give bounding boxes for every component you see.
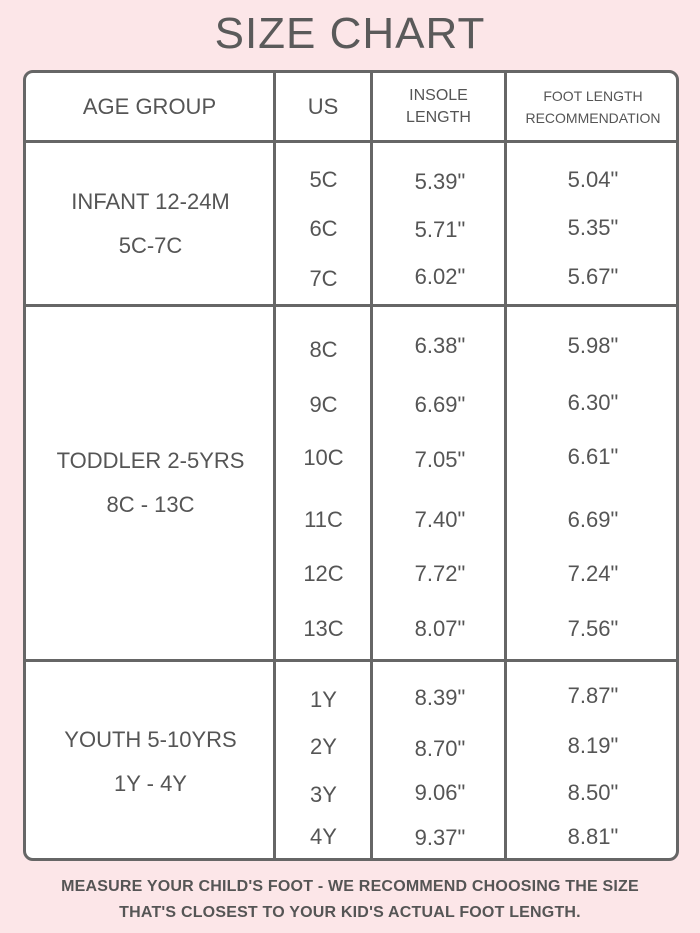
age-group-range: 1Y - 4Y (114, 770, 187, 796)
header-insole-line1: INSOLE (409, 86, 468, 104)
age-group-youth (26, 662, 275, 861)
us-size-cell: 6C (309, 216, 338, 241)
insole-length-cell: 8.39" (414, 685, 466, 710)
us-size-cell: 11C (304, 507, 343, 532)
foot-length-cell: 5.04" (567, 167, 619, 192)
header-insole-line2: LENGTH (406, 108, 471, 126)
us-size-cell: 12C (303, 561, 344, 586)
age-group-name: YOUTH 5-10YRS (64, 726, 237, 752)
insole-length-cell: 7.05" (414, 447, 466, 472)
foot-length-cell: 8.81" (567, 824, 619, 849)
us-size-cell: 4Y (310, 824, 337, 849)
us-size-cell: 7C (309, 266, 338, 291)
foot-length-cell: 6.30" (567, 390, 619, 415)
insole-length-cell: 6.02" (414, 264, 466, 289)
insole-length-cell: 6.38" (414, 333, 466, 358)
insole-length-cell: 8.70" (414, 736, 466, 761)
age-group-name: TODDLER 2-5YRS (56, 448, 245, 473)
insole-length-cell: 7.72" (414, 561, 466, 586)
foot-length-cell: 6.69" (567, 507, 619, 532)
header-foot-length (507, 73, 679, 140)
us-size-cell: 2Y (310, 734, 337, 759)
us-size-cell: 1Y (310, 687, 337, 712)
insole-length-cell: 6.69" (414, 392, 466, 417)
foot-length-cell: 8.50" (567, 780, 619, 805)
age-group-toddler (26, 307, 275, 659)
foot-length-cell: 5.67" (567, 264, 619, 289)
footer-line-1: MEASURE YOUR CHILD'S FOOT - WE RECOMMEND CHOOSING THE SIZE (61, 878, 639, 895)
age-group-name: INFANT 12-24M (71, 188, 230, 214)
age-group-infant (26, 143, 275, 304)
header-us: US (307, 93, 339, 119)
us-size-cell: 8C (309, 337, 338, 362)
insole-length-cell: 5.39" (414, 169, 466, 194)
foot-length-cell: 7.56" (567, 616, 619, 641)
foot-length-cell: 8.19" (567, 733, 619, 758)
header-insole-length (373, 73, 504, 140)
page-title: SIZE CHART (214, 9, 486, 58)
foot-length-cell: 5.35" (567, 215, 619, 240)
insole-length-cell: 5.71" (414, 217, 466, 242)
us-size-cell: 13C (303, 616, 344, 641)
age-group-range: 8C - 13C (106, 492, 195, 517)
size-chart-table (23, 70, 679, 861)
us-size-cell: 3Y (310, 782, 337, 807)
foot-length-cell: 6.61" (567, 444, 619, 469)
foot-length-cell: 7.87" (567, 683, 619, 708)
header-foot-line1: FOOT LENGTH (543, 87, 643, 104)
insole-length-cell: 9.37" (414, 825, 466, 850)
insole-length-cell: 7.40" (414, 507, 466, 532)
foot-length-cell: 5.98" (567, 333, 619, 358)
header-age-group: AGE GROUP (82, 93, 217, 119)
header-foot-line2: RECOMMENDATION (525, 109, 661, 126)
us-size-cell: 5C (309, 167, 338, 192)
foot-length-cell: 7.24" (567, 561, 619, 586)
us-size-cell: 10C (303, 445, 344, 470)
footer-note (0, 874, 700, 926)
insole-length-cell: 9.06" (414, 780, 466, 805)
age-group-range: 5C-7C (118, 232, 183, 258)
us-size-cell: 9C (309, 392, 338, 417)
insole-length-cell: 8.07" (414, 616, 466, 641)
footer-line-2: THAT'S CLOSEST TO YOUR KID'S ACTUAL FOOT LENGTH. (119, 904, 581, 921)
